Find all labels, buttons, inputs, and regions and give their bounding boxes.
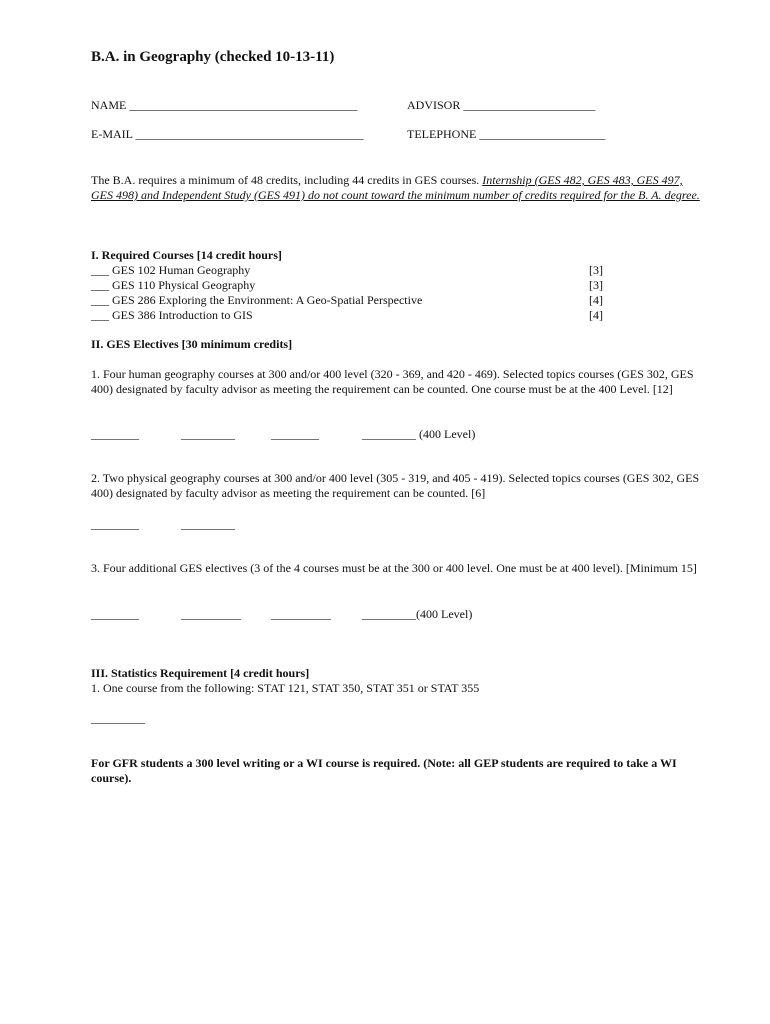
course-item: ___ GES 110 Physical Geography [91, 278, 256, 292]
blank-line: _________ (400 Level) [362, 427, 476, 441]
electives-item-3: 3. Four additional GES electives (3 of the 4 courses must be at the 300 or 400 level. One must be at 400 level). [Minimum 15] [91, 561, 697, 575]
advisor-field: ADVISOR ______________________ [407, 98, 596, 112]
blank-line: ________ [91, 607, 139, 621]
course-item: ___ GES 286 Exploring the Environment: A Geo-Spatial Perspective [91, 293, 423, 307]
course-item: ___ GES 102 Human Geography [91, 263, 251, 277]
blank-line: _________(400 Level) [362, 607, 473, 621]
telephone-field: TELEPHONE _____________________ [407, 127, 606, 141]
intro-paragraph [91, 173, 703, 203]
course-credits: [4] [589, 308, 603, 322]
writing-requirement-note: For GFR students a 300 level writing or a WI course is required. (Note: all GEP students are required to take a WI course). [91, 756, 677, 785]
blank-line: _________ [181, 517, 235, 531]
blank-line: ________ [271, 427, 319, 441]
section2-heading: II. GES Electives [30 minimum credits] [91, 337, 293, 351]
email-field: E-MAIL ______________________________________ [91, 127, 364, 141]
blank-line: __________ [271, 607, 331, 621]
electives-item-2: 2. Two physical geography courses at 300 and/or 400 level (305 - 319, and 405 - 419). Selected topics courses (GES 302, GES 400) designated by faculty advisor as meeting the requirement can be counted. [6] [91, 471, 700, 500]
course-credits: [4] [589, 293, 603, 307]
blank-line: ________ [91, 517, 139, 531]
intro-text: The B.A. requires a minimum of 48 credits, including 44 credits in GES courses. [91, 173, 483, 187]
name-field: NAME ______________________________________ [91, 98, 358, 112]
electives-item-1: 1. Four human geography courses at 300 and/or 400 level (320 - 369, and 420 - 469). Selected topics courses (GES 302, GES 400) designated by faculty advisor as meeting the requirement can be counted. One course must be at the 400 Level. [12] [91, 367, 694, 396]
course-credits: [3] [589, 278, 603, 292]
intro-emphasis: Internship (GES 482, GES 483, GES 497, GES 498) and Independent Study (GES 491) do not count toward the minimum number of credits required for the B. A. degree. [91, 173, 700, 202]
statistics-item: 1. One course from the following: STAT 121, STAT 350, STAT 351 or STAT 355 [91, 681, 480, 695]
section3-heading: III. Statistics Requirement [4 credit hours] [91, 666, 310, 680]
course-credits: [3] [589, 263, 603, 277]
blank-line: _________ [91, 711, 145, 725]
course-item: ___ GES 386 Introduction to GIS [91, 308, 253, 322]
section1-heading: I. Required Courses [14 credit hours] [91, 248, 282, 262]
blank-line: __________ [181, 607, 241, 621]
blank-line: ________ [91, 427, 139, 441]
page-title: B.A. in Geography (checked 10-13-11) [91, 49, 335, 65]
blank-line: _________ [181, 427, 235, 441]
